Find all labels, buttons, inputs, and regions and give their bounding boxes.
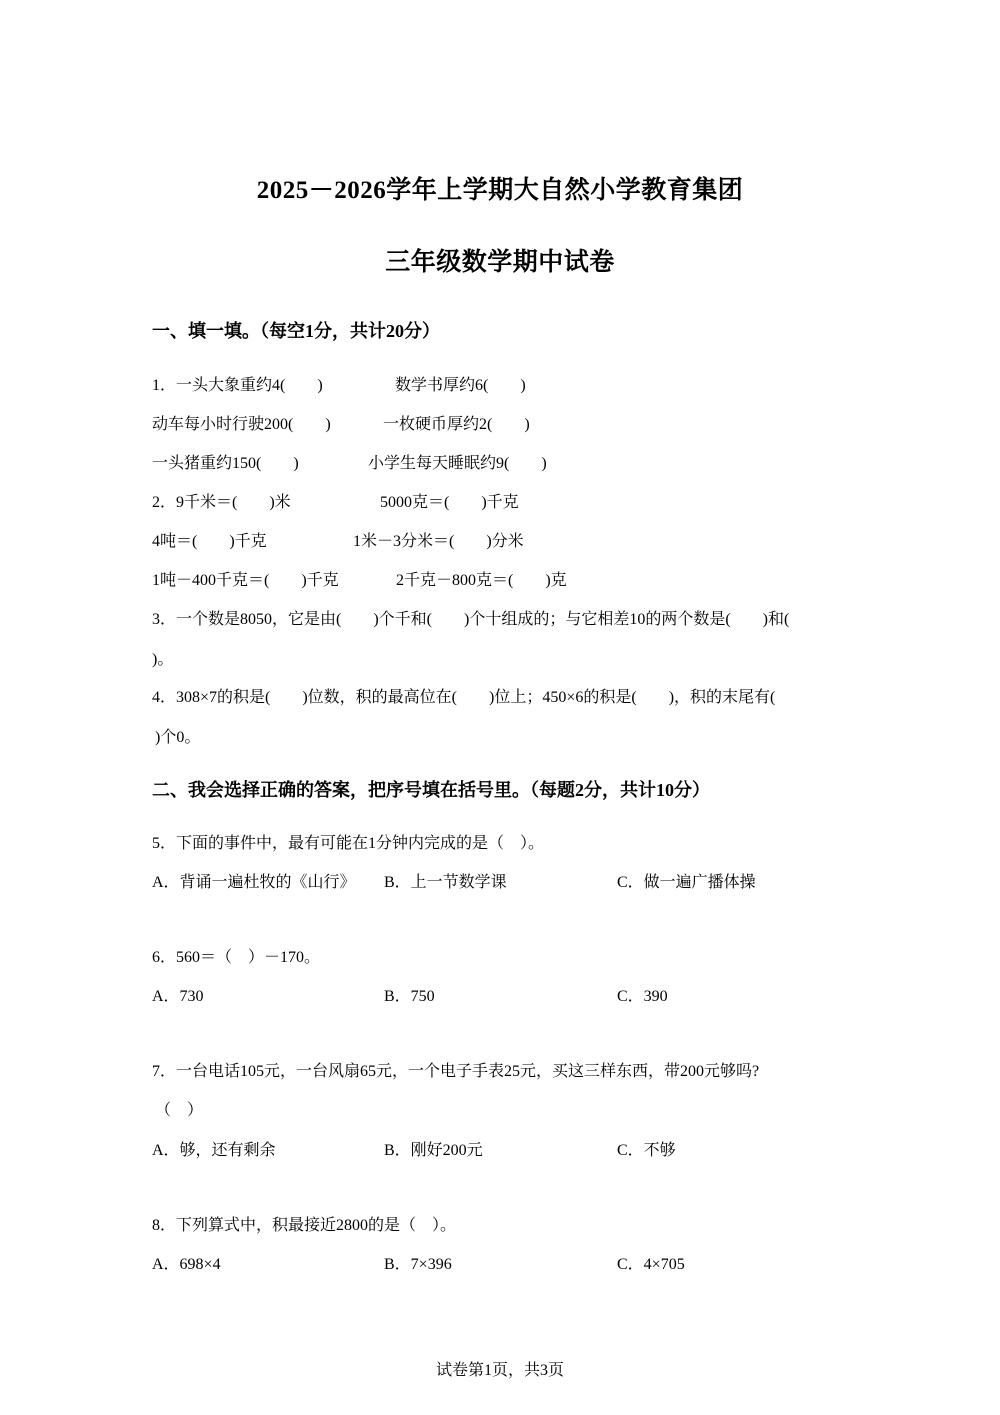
q8-option-c: C．4×705 [617, 1256, 685, 1273]
q7-option-b: B．刚好200元 [384, 1142, 483, 1159]
q1-row1-left: 1．一头大象重约4( ) [152, 377, 323, 394]
q5-option-c: C．做一遍广播体操 [617, 874, 756, 891]
q7-stem: 7．一台电话105元，一台风扇65元，一个电子手表25元，买这三样东西，带200元够吗? [152, 1063, 760, 1080]
q2-row2-right: 1米－3分米＝( )分米 [353, 533, 524, 550]
section1-heading: 一、填一填。（每空1分，共计20分） [152, 321, 440, 341]
q6-option-c: C．390 [617, 988, 668, 1005]
q1-row1-right: 数学书厚约6( ) [395, 377, 526, 394]
q7-option-a: A．够，还有剩余 [152, 1142, 276, 1159]
q7-stem-bracket: （ ） [155, 1102, 204, 1119]
q5-option-b: B．上一节数学课 [384, 874, 507, 891]
q1-row2-right: 一枚硬币厚约2( ) [383, 416, 530, 433]
q1-row3-left: 一头猪重约150( ) [152, 455, 299, 472]
q2-row3-right: 2千克－800克＝( )克 [396, 572, 567, 589]
q7-option-c: C．不够 [617, 1142, 676, 1159]
q2-row2-left: 4吨＝( )千克 [152, 533, 267, 550]
q6-option-a: A．730 [152, 988, 204, 1005]
q4-line2: )个0。 [155, 729, 201, 746]
q5-stem: 5．下面的事件中，最有可能在1分钟内完成的是（ ）。 [152, 835, 545, 852]
q2-row1-left: 2．9千米＝( )米 [152, 494, 291, 511]
q8-option-b: B．7×396 [384, 1256, 452, 1273]
q8-stem: 8．下列算式中，积最接近2800的是（ ）。 [152, 1217, 457, 1234]
q8-option-a: A．698×4 [152, 1256, 221, 1273]
q2-row3-left: 1吨－400千克＝( )千克 [152, 572, 339, 589]
q2-row1-right: 5000克＝( )千克 [380, 494, 519, 511]
q3-line2: )。 [152, 651, 174, 668]
q1-row2-left: 动车每小时行驶200( ) [152, 416, 331, 433]
section2-heading: 二、我会选择正确的答案，把序号填在括号里。（每题2分，共计10分） [152, 780, 710, 800]
page-footer: 试卷第1页，共3页 [435, 1362, 564, 1379]
q1-row3-right: 小学生每天睡眠约9( ) [368, 455, 547, 472]
q6-stem: 6．560＝（ ）－170。 [152, 949, 321, 966]
q6-option-b: B．750 [384, 988, 435, 1005]
exam-title-line1: 2025－2026学年上学期大自然小学教育集团 [256, 177, 744, 204]
q4-line1: 4．308×7的积是( )位数，积的最高位在( )位上；450×6的积是( )，积的末尾有( [152, 689, 776, 706]
q3-line1: 3．一个数是8050，它是由( )个千和( )个十组成的；与它相差10的两个数是( )和( [152, 611, 790, 628]
q5-option-a: A．背诵一遍杜牧的《山行》 [152, 874, 356, 891]
exam-title-line2: 三年级数学期中试卷 [385, 249, 615, 276]
